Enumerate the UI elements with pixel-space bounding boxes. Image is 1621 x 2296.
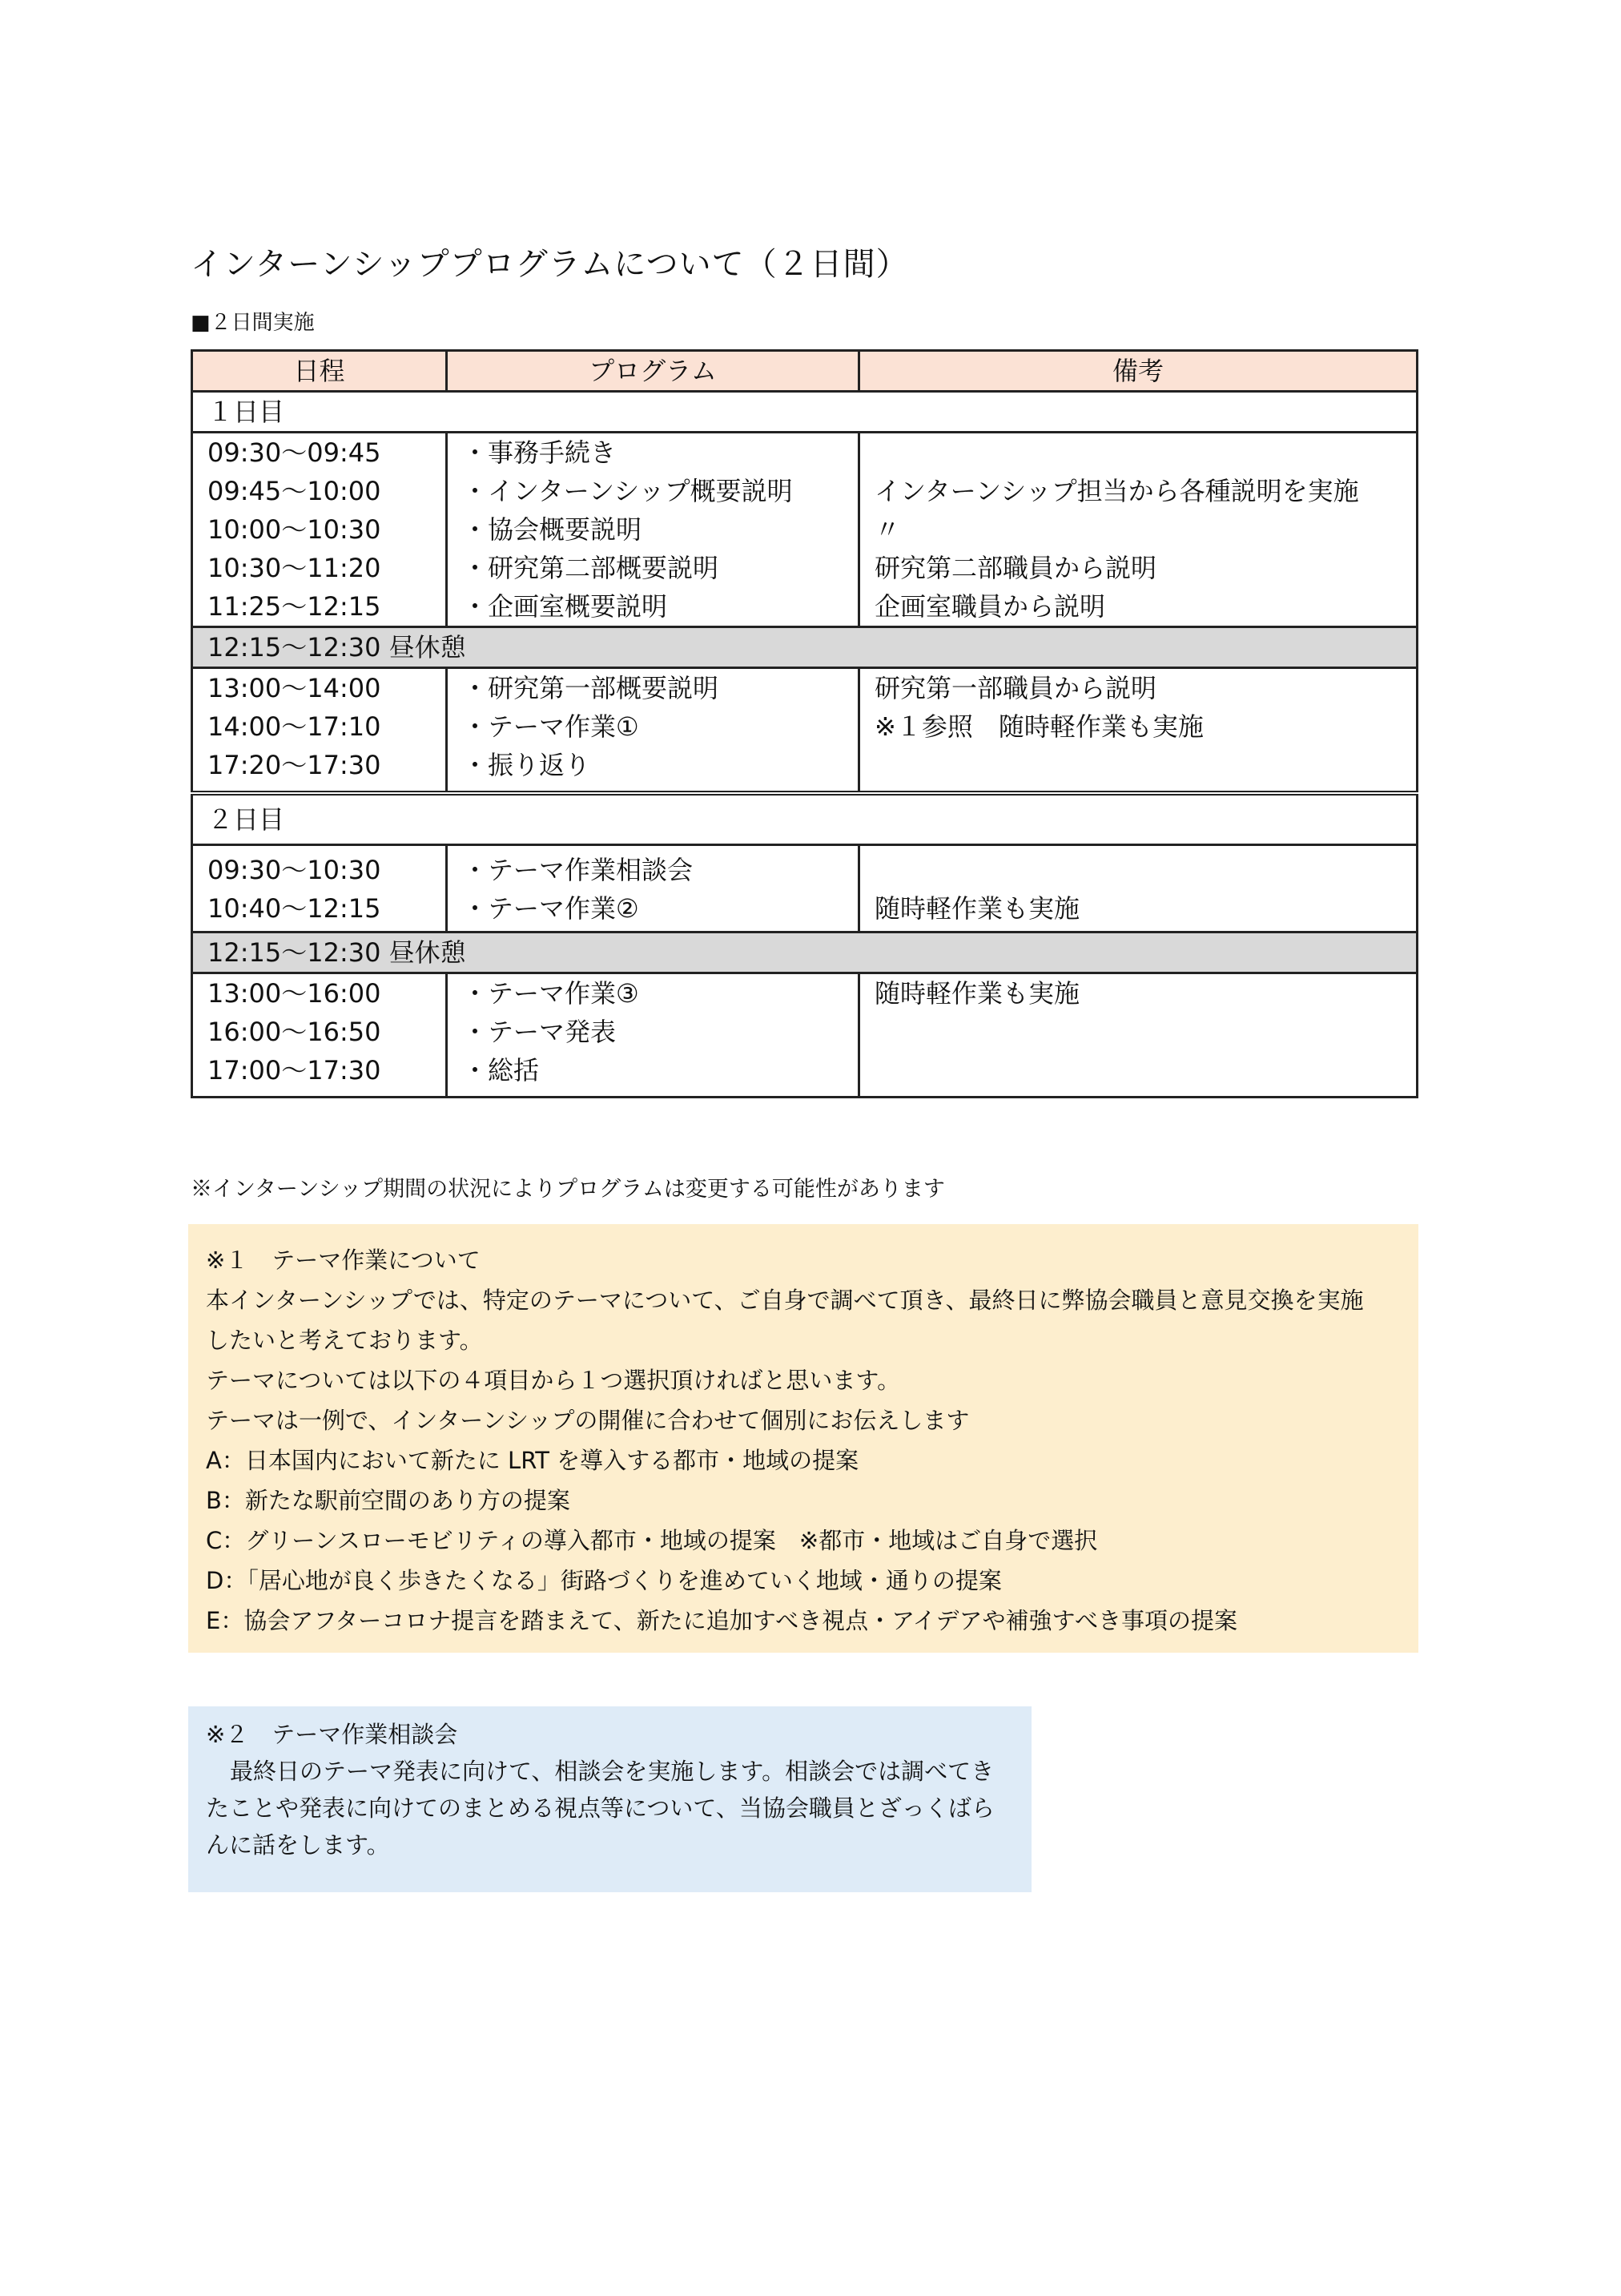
time-cell: 10:30～11:20 <box>207 553 381 583</box>
time-cell: 10:40～12:15 <box>207 893 381 924</box>
time-cell: 13:00～16:00 <box>207 978 381 1009</box>
day1-label: １日目 <box>192 392 1418 433</box>
time-cell: 17:00～17:30 <box>207 1055 381 1086</box>
program-cell: ・協会概要説明 <box>462 514 642 545</box>
section-subtitle: ■２日間実施 <box>191 311 315 335</box>
program-change-note: ※インターンシップ期間の状況によりプログラムは変更する可能性があります <box>191 1177 945 1202</box>
program-cell: ・テーマ作業② <box>462 893 639 924</box>
theme-option-b: B：新たな駅前空間のあり方の提案 <box>206 1487 570 1514</box>
program-cell: ・テーマ発表 <box>462 1017 617 1047</box>
time-cell: 14:00～17:10 <box>207 711 381 742</box>
day2-morning-remarks <box>875 851 1402 928</box>
time-cell: 09:30～09:45 <box>207 437 381 468</box>
table-header-row <box>192 351 1418 392</box>
day1-afternoon-programs <box>462 669 843 784</box>
day2-afternoon-remarks <box>875 974 1402 1090</box>
header-schedule: 日程 <box>192 351 447 392</box>
program-cell: ・インターンシップ概要説明 <box>462 476 793 506</box>
day1-afternoon-row <box>192 668 1418 794</box>
theme-work-line: したいと考えております。 <box>206 1327 483 1354</box>
remark-cell <box>875 1051 1402 1090</box>
remark-cell: 企画室職員から説明 <box>875 591 1106 622</box>
page-title: インターンシッププログラムについて（２日間） <box>191 246 909 283</box>
time-cell: 11:25～12:15 <box>207 591 381 622</box>
time-cell: 09:45～10:00 <box>207 476 381 506</box>
program-cell: ・振り返り <box>462 750 591 780</box>
theme-work-line: 本インターンシップでは、特定のテーマについて、ご自身で調べて頂き、最終日に弊協会職員と意見交換を実施 <box>206 1287 1364 1314</box>
program-cell: ・研究第一部概要説明 <box>462 673 719 703</box>
time-cell: 16:00～16:50 <box>207 1017 381 1047</box>
remark-cell: 研究第二部職員から説明 <box>875 553 1157 583</box>
header-program: プログラム <box>447 351 859 392</box>
remark-cell: 随時軽作業も実施 <box>875 978 1080 1009</box>
remark-cell: ※１参照 随時軽作業も実施 <box>875 711 1204 742</box>
remark-cell: インターンシップ担当から各種説明を実施 <box>875 476 1359 506</box>
program-cell: ・テーマ作業相談会 <box>462 855 694 885</box>
theme-work-heading: ※１ テーマ作業について <box>206 1247 481 1274</box>
remark-cell: 〃 <box>875 514 901 545</box>
day2-morning-row <box>192 845 1418 932</box>
day2-label-row <box>192 793 1418 845</box>
day1-morning-row <box>192 433 1418 627</box>
theme-option-e: E：協会アフターコロナ提言を踏まえて、新たに追加すべき視点・アイデアや補強すべき事項の提案 <box>206 1607 1237 1634</box>
day1-afternoon-times <box>207 669 431 784</box>
theme-work-line: テーマについては以下の４項目から１つ選択頂ければと思います。 <box>206 1367 901 1394</box>
remark-cell <box>875 746 1402 784</box>
day1-morning-remarks <box>875 433 1402 626</box>
day2-afternoon-row <box>192 973 1418 1098</box>
program-cell: ・研究第二部概要説明 <box>462 553 719 583</box>
day1-morning-times <box>207 433 431 626</box>
remark-cell <box>875 1013 1402 1051</box>
day1-label-row <box>192 392 1418 433</box>
time-cell: 13:00～14:00 <box>207 673 381 703</box>
day2-lunch-label: 12:15～12:30 昼休憩 <box>192 932 1418 973</box>
consultation-heading: ※２ テーマ作業相談会 <box>206 1721 458 1748</box>
time-cell: 17:20～17:30 <box>207 750 381 780</box>
day1-lunch-label: 12:15～12:30 昼休憩 <box>192 627 1418 668</box>
program-cell: ・テーマ作業① <box>462 711 639 742</box>
day2-lunch-row <box>192 932 1418 973</box>
remark-cell <box>875 433 1402 472</box>
day2-morning-programs <box>462 851 843 928</box>
theme-work-line: テーマは一例で、インターンシップの開催に合わせて個別にお伝えします <box>206 1407 970 1434</box>
remark-cell <box>875 851 1402 889</box>
remark-cell: 研究第一部職員から説明 <box>875 673 1157 703</box>
remark-cell: 随時軽作業も実施 <box>875 893 1080 924</box>
theme-option-a: A：日本国内において新たに LRT を導入する都市・地域の提案 <box>206 1447 859 1474</box>
time-cell: 10:00～10:30 <box>207 514 381 545</box>
schedule-table <box>191 349 1418 1098</box>
day2-label: ２日目 <box>192 793 1418 845</box>
day2-afternoon-times <box>207 974 431 1090</box>
program-cell: ・企画室概要説明 <box>462 591 668 622</box>
day1-lunch-row <box>192 627 1418 668</box>
time-cell: 09:30～10:30 <box>207 855 381 885</box>
consultation-box <box>188 1706 1032 1892</box>
theme-work-box <box>188 1224 1418 1653</box>
consultation-body: 最終日のテーマ発表に向けて、相談会を実施します。相談会では調べてきたことや発表に向けてのまとめる視点等について、当協会職員とざっくばらんに話をします。 <box>206 1758 995 1859</box>
day1-afternoon-remarks <box>875 669 1402 784</box>
theme-option-c: C：グリーンスローモビリティの導入都市・地域の提案 ※都市・地域はご自身で選択 <box>206 1527 1098 1554</box>
day2-morning-times <box>207 851 431 928</box>
program-cell: ・総括 <box>462 1055 540 1086</box>
day1-morning-programs <box>462 433 843 626</box>
program-cell: ・事務手続き <box>462 437 617 468</box>
header-remarks: 備考 <box>859 351 1418 392</box>
theme-option-d: D：「居心地が良く歩きたくなる」街路づくりを進めていく地域・通りの提案 <box>206 1567 1002 1594</box>
day2-afternoon-programs <box>462 974 843 1090</box>
program-cell: ・テーマ作業③ <box>462 978 639 1009</box>
